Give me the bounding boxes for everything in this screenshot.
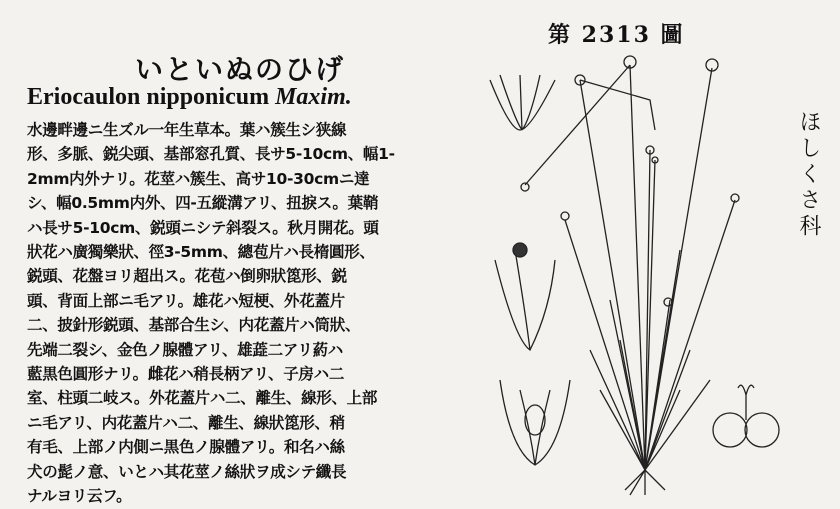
scientific-name xyxy=(27,84,352,111)
description-line: 頭、背面上部ニ毛アリ。雄花ハ短梗、外花蓋片 xyxy=(27,291,345,310)
figure-number: 第 2313 圖 xyxy=(548,22,685,48)
author-name: Maxim. xyxy=(275,84,352,110)
description-line: 有毛、上部ノ内側ニ黒色ノ腺體アリ。和名ハ絲 xyxy=(27,438,345,457)
flower-section-detail xyxy=(500,380,570,465)
description-line: 狀花ハ廣獨樂狀、徑3-5mm、總苞片ハ長楕圓形、 xyxy=(27,243,375,262)
description-line: 形、多脈、鋭尖頭、基部窓孔質、長サ5-10cm、幅1- xyxy=(27,145,395,164)
flower-head-detail xyxy=(490,75,555,130)
description-line: ハ長サ5-10cm、鋭頭ニシテ斜裂ス。秋月開花。頭 xyxy=(27,218,379,237)
description-line: シ、幅0.5mm内外、四-五縱溝アリ、扭捩ス。葉鞘 xyxy=(27,194,379,213)
description-line: 藍黒色圓形ナリ。雌花ハ稍長柄アリ、子房ハ二 xyxy=(27,365,345,384)
description-line: 室、柱頭二岐ス。外花蓋片ハ二、離生、線形、上部 xyxy=(27,389,378,408)
description-line: 2mm内外ナリ。花莖ハ簇生、高サ10-30cmニ達 xyxy=(27,169,370,188)
description-line: ニ毛アリ、内花蓋片ハ二、離生、線狀箆形、稍 xyxy=(27,413,345,432)
plant-illustration xyxy=(480,50,800,500)
ovary-detail xyxy=(713,385,779,447)
description-line: 二、披針形鋭頭、基部合生シ、内花蓋片ハ筒狀、 xyxy=(27,316,361,335)
description-line: 鋭頭、花盤ヨリ超出ス。花苞ハ倒卵狀箆形、鋭 xyxy=(27,267,347,286)
description-line: 水邊畔邊ニ生ズル一年生草本。葉ハ簇生シ狭線 xyxy=(27,121,347,139)
description xyxy=(27,118,467,509)
description-line: ナルヨリ云フ。 xyxy=(27,487,132,506)
description-line: 犬の髭ノ意、いとハ其花莖ノ絲狀ヲ成シテ纖長 xyxy=(27,462,347,481)
bract-detail xyxy=(495,243,555,350)
species-name: Eriocaulon nipponicum xyxy=(27,84,270,110)
japanese-title: いといぬのひげ xyxy=(135,53,346,86)
family-label: ほしくさ科 xyxy=(796,110,821,240)
description-line: 先端二裂シ、金色ノ腺體アリ、雄蕋二アリ葯ハ xyxy=(27,340,343,359)
